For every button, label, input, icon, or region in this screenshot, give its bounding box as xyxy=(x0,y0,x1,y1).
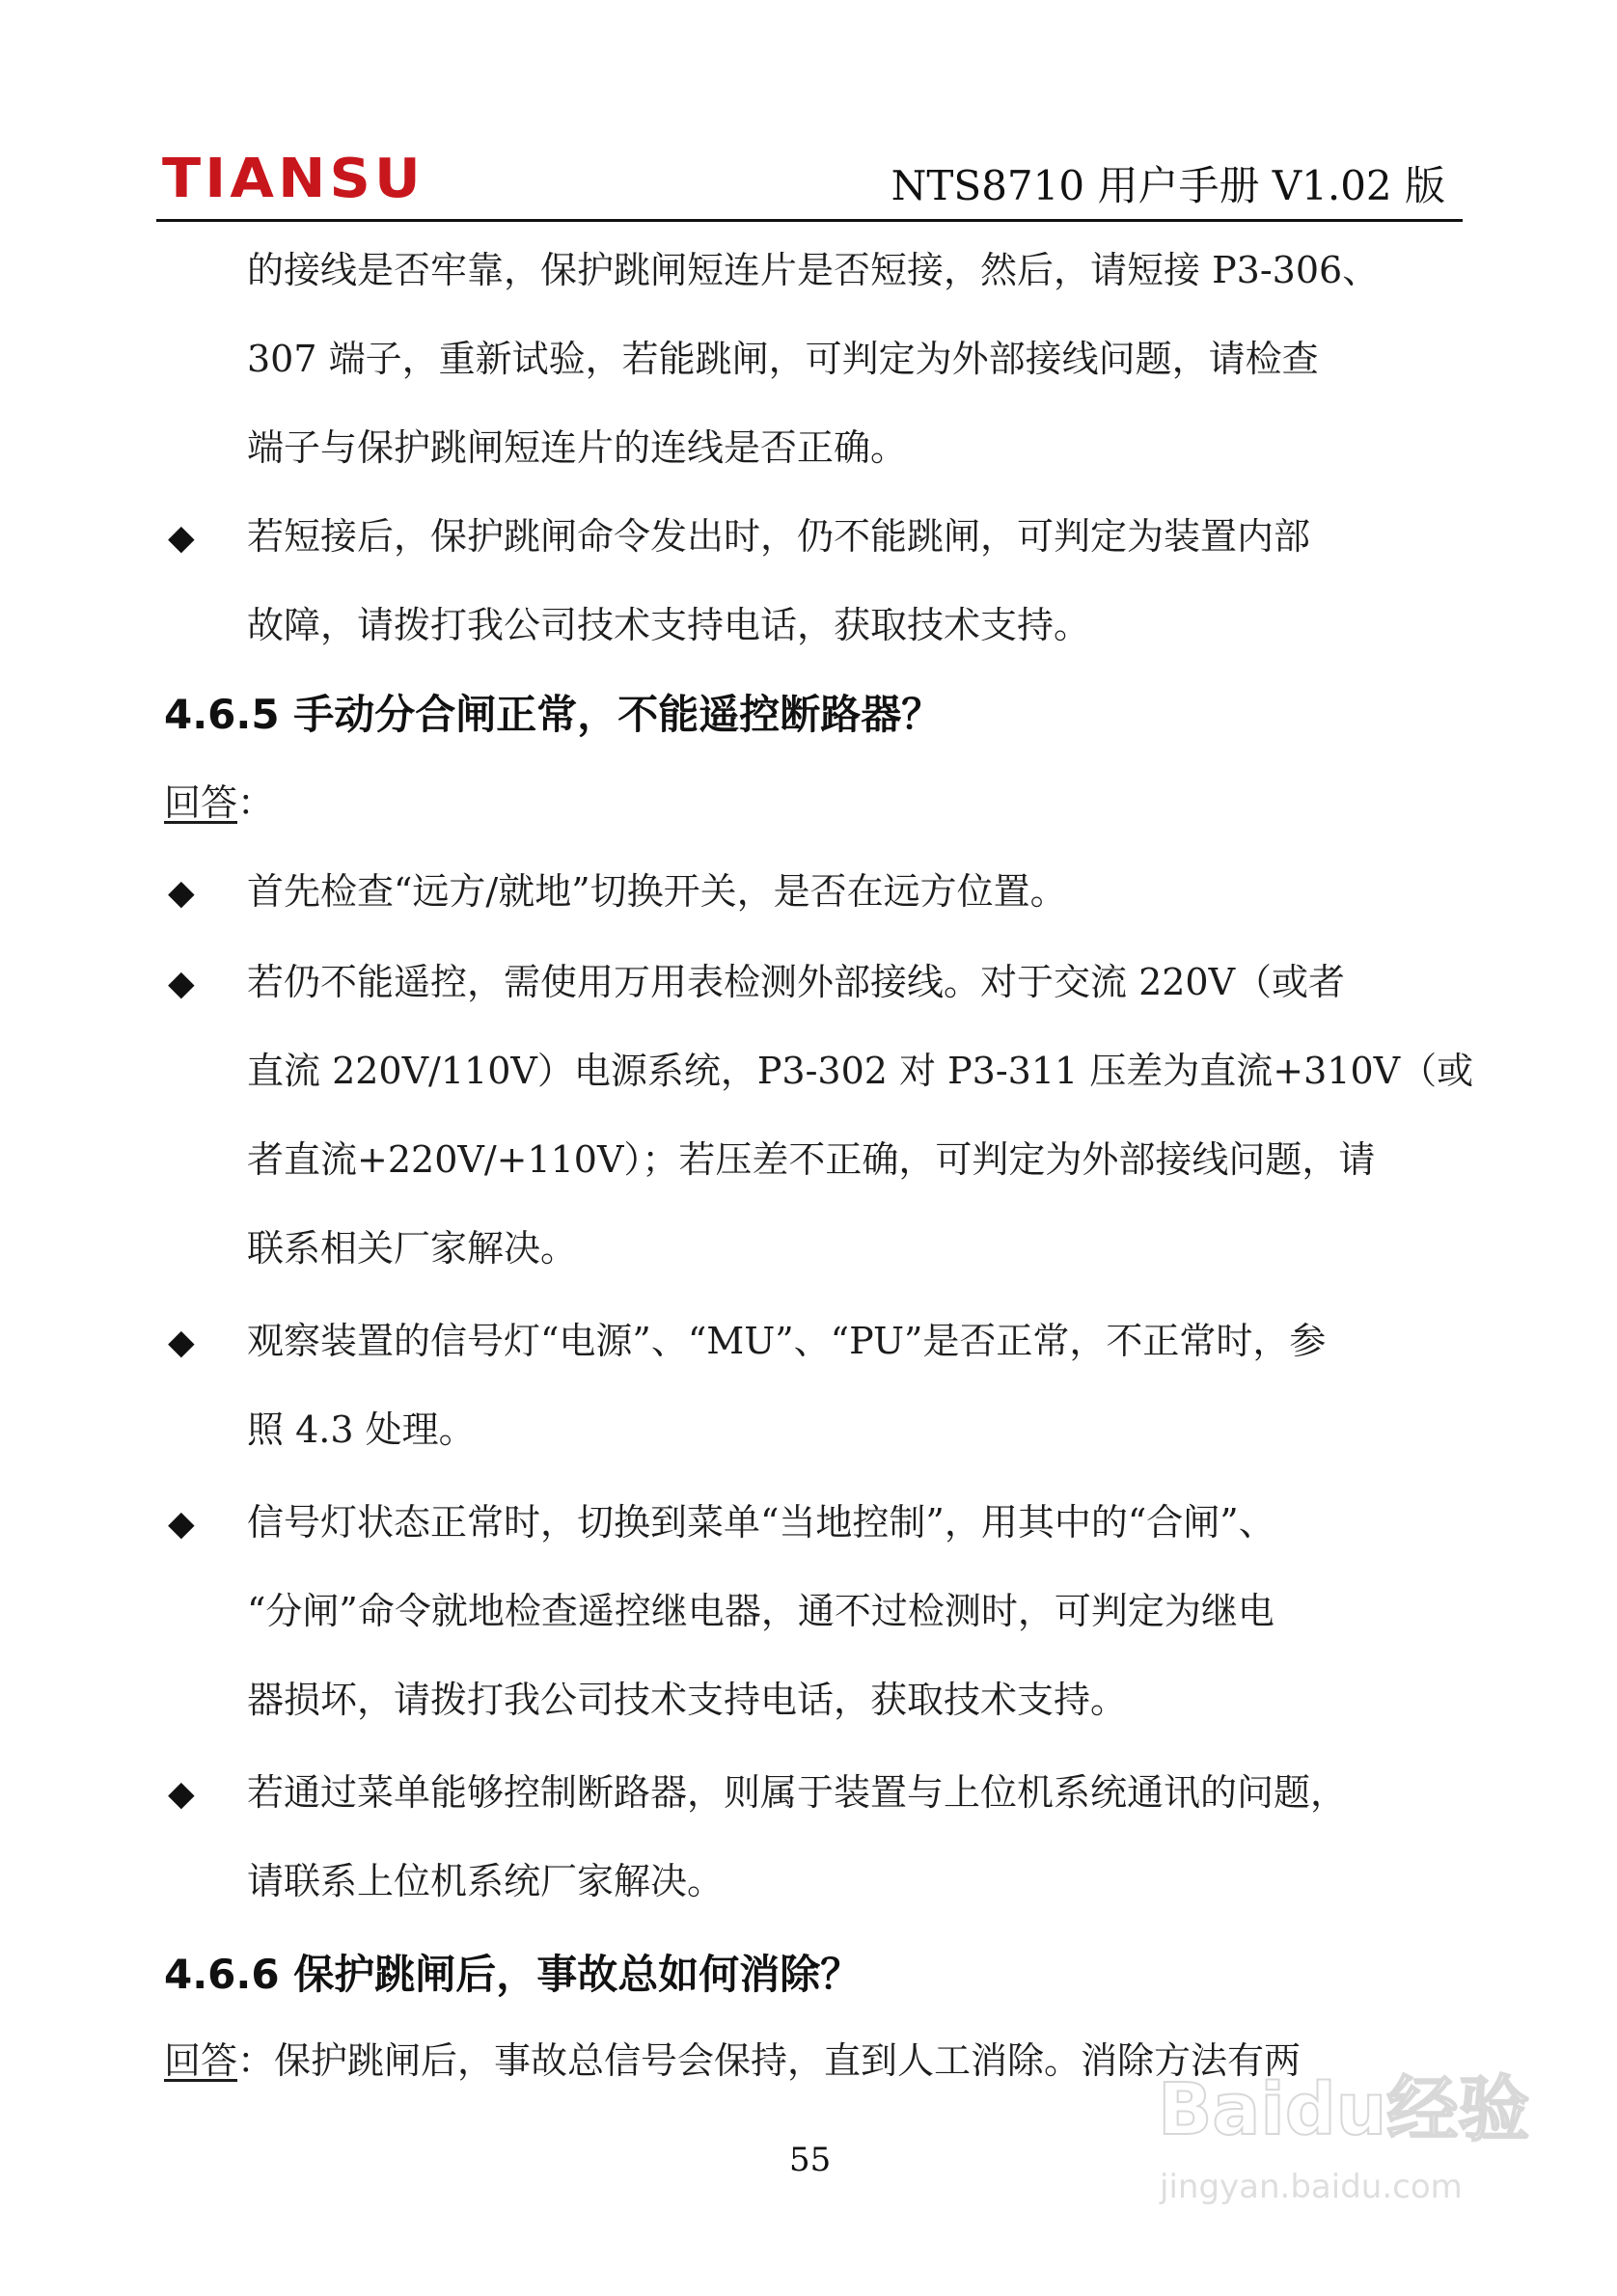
diamond-bullet-icon: ◆ xyxy=(168,1323,195,1362)
bullet-text-line: 直流 220V/110V）电源系统，P3-302 对 P3-311 压差为直流+310V（或 xyxy=(247,1050,1474,1092)
diamond-bullet-icon: ◆ xyxy=(168,873,195,913)
bullet-text-line: 照 4.3 处理。 xyxy=(247,1408,476,1451)
answer-line xyxy=(164,2039,1301,2084)
bullet-text-line: 者直流+220V/+110V）；若压差不正确，可判定为外部接线问题，请 xyxy=(247,1138,1376,1181)
baidu-watermark xyxy=(1146,2068,1532,2228)
bullet-text-line: 观察装置的信号灯“电源”、“MU”、“PU”是否正常，不正常时，参 xyxy=(247,1320,1327,1362)
bullet-text-line: 若仍不能遥控，需使用万用表检测外部接线。对于交流 220V（或者 xyxy=(247,961,1346,1003)
diamond-bullet-icon: ◆ xyxy=(168,964,195,1003)
diamond-bullet-icon: ◆ xyxy=(168,1774,195,1814)
bullet-text-line: 故障，请拨打我公司技术支持电话，获取技术支持。 xyxy=(247,604,1091,646)
bullet-text-line: 首先检查“远方/就地”切换开关，是否在远方位置。 xyxy=(247,870,1067,913)
section-heading-4-6-6: 4.6.6 保护跳闸后，事故总如何消除？ xyxy=(164,1951,862,1998)
paragraph-line: 端子与保护跳闸短连片的连线是否正确。 xyxy=(247,426,908,469)
document-title: NTS8710 用户手册 V1.02 版 xyxy=(891,162,1445,209)
bullet-text-line: 信号灯状态正常时，切换到菜单“当地控制”，用其中的“合闸”、 xyxy=(247,1501,1275,1544)
bullet-text-line: 联系相关厂家解决。 xyxy=(247,1227,578,1270)
page-number: 55 xyxy=(789,2141,832,2179)
bullet-text-line: “分闸”命令就地检查遥控继电器，通不过检测时，可判定为继电 xyxy=(247,1590,1274,1632)
answer-label-line xyxy=(164,781,274,826)
answer-text: ：保护跳闸后，事故总信号会保持，直到人工消除。消除方法有两 xyxy=(237,2039,1302,2082)
answer-colon: ： xyxy=(237,781,275,824)
diamond-bullet-icon: ◆ xyxy=(168,518,195,558)
paragraph-line: 307 端子，重新试验，若能跳闸，可判定为外部接线问题，请检查 xyxy=(247,338,1319,380)
answer-label: 回答 xyxy=(164,2039,238,2082)
paragraph-line: 的接线是否牢靠，保护跳闸短连片是否短接，然后，请短接 P3-306、 xyxy=(247,249,1380,291)
diamond-bullet-icon: ◆ xyxy=(168,1504,195,1544)
section-heading-4-6-5: 4.6.5 手动分合闸正常，不能遥控断路器？ xyxy=(164,691,943,738)
bullet-text-line: 请联系上位机系统厂家解决。 xyxy=(247,1860,725,1902)
bullet-text-line: 器损坏，请拨打我公司技术支持电话，获取技术支持。 xyxy=(247,1679,1128,1721)
watermark-brand: Baidu经验 xyxy=(1158,2068,1530,2151)
answer-label: 回答 xyxy=(164,781,238,824)
header-divider xyxy=(156,219,1463,222)
bullet-text-line: 若短接后，保护跳闸命令发出时，仍不能跳闸，可判定为装置内部 xyxy=(247,515,1311,558)
tiansu-logo: TIANSU xyxy=(162,148,425,210)
bullet-text-line: 若通过菜单能够控制断路器，则属于装置与上位机系统通讯的问题， xyxy=(247,1771,1348,1814)
watermark-url: jingyan.baidu.com xyxy=(1160,2168,1463,2206)
